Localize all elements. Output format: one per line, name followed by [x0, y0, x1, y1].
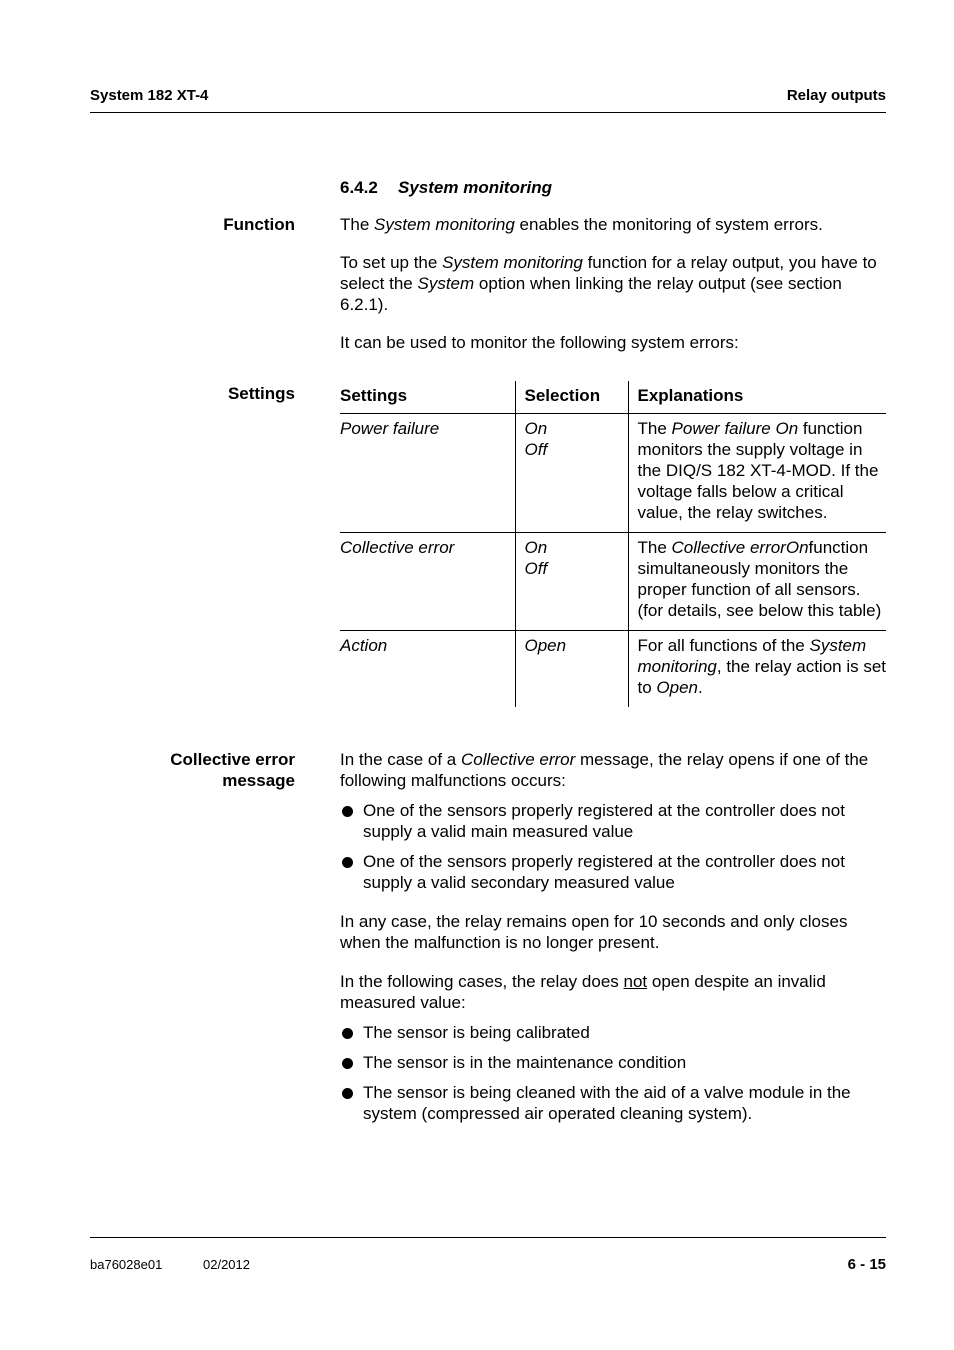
- header-doc-title: System 182 XT-4: [90, 87, 209, 104]
- settings-table: [340, 381, 886, 707]
- setting-cell: Power failure: [340, 414, 515, 533]
- explanation-cell: [628, 533, 886, 631]
- footer-rule: [90, 1237, 886, 1238]
- table-row: [340, 631, 886, 708]
- text: The: [340, 215, 375, 234]
- page-number: 6 - 15: [847, 1256, 886, 1273]
- selection-option: Off: [524, 559, 548, 578]
- list-item: [340, 851, 886, 893]
- text: , the relay action is set to: [637, 657, 887, 697]
- function-paragraph-1: [340, 214, 886, 235]
- text: .: [698, 678, 703, 697]
- explanation-cell: [628, 414, 886, 533]
- text-italic: System monitoring: [442, 253, 583, 272]
- text: The: [637, 538, 672, 557]
- bullet-icon: [342, 1058, 353, 1069]
- selection-cell: [515, 631, 628, 708]
- collective-error-text: [340, 749, 886, 1124]
- function-paragraph-3: It can be used to monitor the following system errors:: [340, 333, 739, 352]
- list-item-text: The sensor is being calibrated: [363, 1023, 590, 1042]
- list-item: [340, 1082, 886, 1124]
- list-item-text: One of the sensors properly registered at the controller does not supply a valid secondary measured value: [363, 852, 845, 892]
- table-header-explanations: Explanations: [628, 381, 886, 414]
- list-item: [340, 1022, 886, 1043]
- list-item-text: The sensor is being cleaned with the aid of a valve module in the system (compressed air operated cleaning system).: [363, 1083, 851, 1123]
- list-item-text: One of the sensors properly registered at the controller does not supply a valid main measured value: [363, 801, 845, 841]
- text: In the following cases, the relay does: [340, 972, 624, 991]
- text-italic: Power failure On: [671, 419, 799, 438]
- text: enables the monitoring of system errors.: [514, 215, 823, 234]
- text-underlined: not: [623, 972, 648, 991]
- side-label-line: message: [222, 771, 295, 790]
- selection-option: Off: [524, 440, 548, 459]
- text: open despite an invalid measured value:: [340, 972, 826, 1012]
- text: For all functions of the: [637, 636, 810, 655]
- setting-cell: Action: [340, 636, 388, 655]
- table-header-settings: Settings: [340, 381, 515, 414]
- bullet-icon: [342, 1028, 353, 1039]
- text: option when linking the relay output (see section 6.2.1).: [340, 274, 842, 314]
- function-text: [340, 214, 886, 353]
- text: The: [637, 419, 672, 438]
- header-rule: [90, 112, 886, 113]
- text: message, the relay opens if one of the following malfunctions occurs:: [340, 750, 869, 790]
- list-item: [340, 800, 886, 842]
- section-heading: [340, 177, 886, 198]
- selection-option: Open: [524, 636, 567, 655]
- text-italic: System: [417, 274, 475, 293]
- bullet-icon: [342, 857, 353, 868]
- side-label-line: Collective error: [170, 750, 295, 769]
- collective-paragraph-1: [340, 749, 886, 791]
- table-header-selection: Selection: [515, 381, 628, 414]
- text-italic: System monitoring: [374, 215, 515, 234]
- bullet-icon: [342, 1088, 353, 1099]
- text: function for a relay output, you have to select the: [340, 253, 877, 293]
- list-item-text: The sensor is in the maintenance condition: [363, 1053, 687, 1072]
- section-number: 6.4.2: [340, 178, 378, 197]
- text: function monitors the supply voltage in the DIQ/S 182 XT-4-MOD. If the voltage falls below a critical value, the relay switches.: [637, 419, 879, 522]
- section-title: System monitoring: [398, 178, 552, 197]
- selection-cell: [515, 533, 628, 631]
- selection-cell: [515, 414, 628, 533]
- header-chapter-title: Relay outputs: [786, 87, 886, 104]
- table-header-row: [340, 381, 886, 414]
- footer-doc-number: ba76028e01: [90, 1257, 163, 1272]
- collective-paragraph-3: [340, 971, 886, 1013]
- footer-date: 02/2012: [203, 1257, 250, 1272]
- bullet-icon: [342, 806, 353, 817]
- list-item: [340, 1052, 886, 1073]
- table-row: [340, 533, 886, 631]
- text-italic: Collective error: [460, 750, 576, 769]
- function-paragraph-2: [340, 252, 886, 315]
- collective-paragraph-2: In any case, the relay remains open for 10 seconds and only closes when the malfunction is no longer present.: [340, 912, 848, 952]
- text-italic: Open: [656, 678, 698, 697]
- side-label-collective-error: [90, 749, 295, 791]
- text: In the case of a: [340, 750, 461, 769]
- text-italic: Collective errorOn: [671, 538, 809, 557]
- text-italic: System monitoring: [637, 636, 867, 676]
- text: function simultaneously monitors the proper function of all sensors. (for details, see below this table): [637, 538, 882, 620]
- text: To set up the: [340, 253, 443, 272]
- setting-cell: Collective error: [340, 533, 515, 631]
- selection-option: On: [524, 538, 548, 557]
- table-row: [340, 414, 886, 533]
- explanation-cell: [628, 631, 886, 708]
- side-label-settings: Settings: [227, 384, 295, 403]
- selection-option: On: [524, 419, 548, 438]
- side-label-function: Function: [223, 215, 295, 234]
